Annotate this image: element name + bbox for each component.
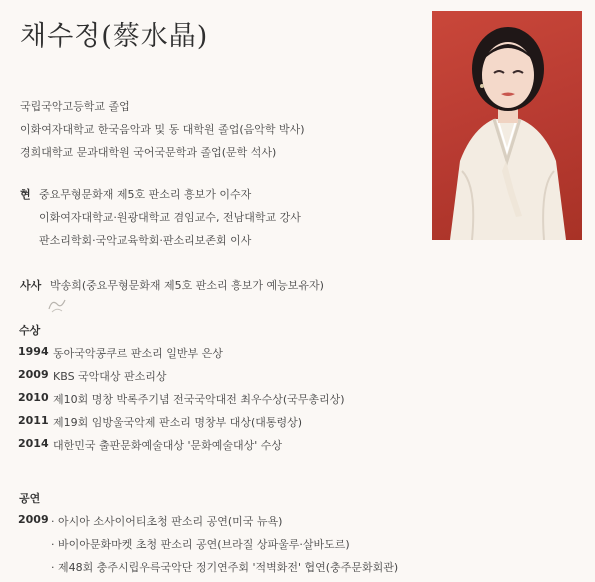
award-text: 동아국악콩쿠르 판소리 일반부 은상 — [53, 347, 223, 360]
teacher-text: 박송희(중요무형문화재 제5호 판소리 흥보가 예능보유자) — [50, 279, 324, 292]
award-year: 2010 — [18, 391, 49, 404]
portrait-photo — [432, 11, 582, 240]
teacher-label: 사사 — [20, 279, 42, 292]
portrait-illustration — [432, 11, 582, 240]
award-year: 2014 — [18, 437, 49, 450]
performance-item: · 바이아문화마켓 초청 판소리 공연(브라질 상파울루·살바도르) — [51, 538, 350, 551]
current-line-3: 판소리학회·국악교육학회·판소리보존회 이사 — [39, 234, 252, 247]
award-text: 제19회 임방울국악제 판소리 명창부 대상(대통령상) — [53, 416, 303, 429]
award-text: KBS 국악대상 판소리상 — [53, 370, 167, 383]
performance-year: 2009 — [18, 513, 49, 526]
award-text: 제10회 명창 박록주기념 전국국악대전 최우수상(국무총리상) — [53, 393, 345, 406]
person-name: 채수정(蔡水晶) — [20, 21, 209, 52]
current-label: 현 — [20, 188, 31, 201]
education-line-2: 이화여자대학교 한국음악과 및 동 대학원 졸업(음악학 박사) — [20, 123, 305, 136]
education-line-3: 경희대학교 문과대학원 국어국문학과 졸업(문학 석사) — [20, 146, 277, 159]
current-line-1: 중요무형문화재 제5호 판소리 흥보가 이수자 — [39, 188, 252, 201]
education-line-1: 국립국악고등학교 졸업 — [20, 100, 130, 113]
performances-title: 공연 — [19, 492, 41, 505]
scribble-mark — [46, 295, 68, 315]
current-line-2: 이화여자대학교·원광대학교 겸임교수, 전남대학교 강사 — [39, 211, 301, 224]
awards-title: 수상 — [19, 324, 41, 337]
performance-item: · 아시아 소사이어티초청 판소리 공연(미국 뉴욕) — [51, 515, 283, 528]
performance-item: · 제48회 충주시립우륵국악단 정기연주회 '적벽화전' 협연(충주문화회관) — [51, 561, 399, 574]
award-year: 2009 — [18, 368, 49, 381]
award-year: 1994 — [18, 345, 49, 358]
award-text: 대한민국 출판문화예술대상 '문화예술대상' 수상 — [53, 439, 283, 452]
award-year: 2011 — [18, 414, 49, 427]
